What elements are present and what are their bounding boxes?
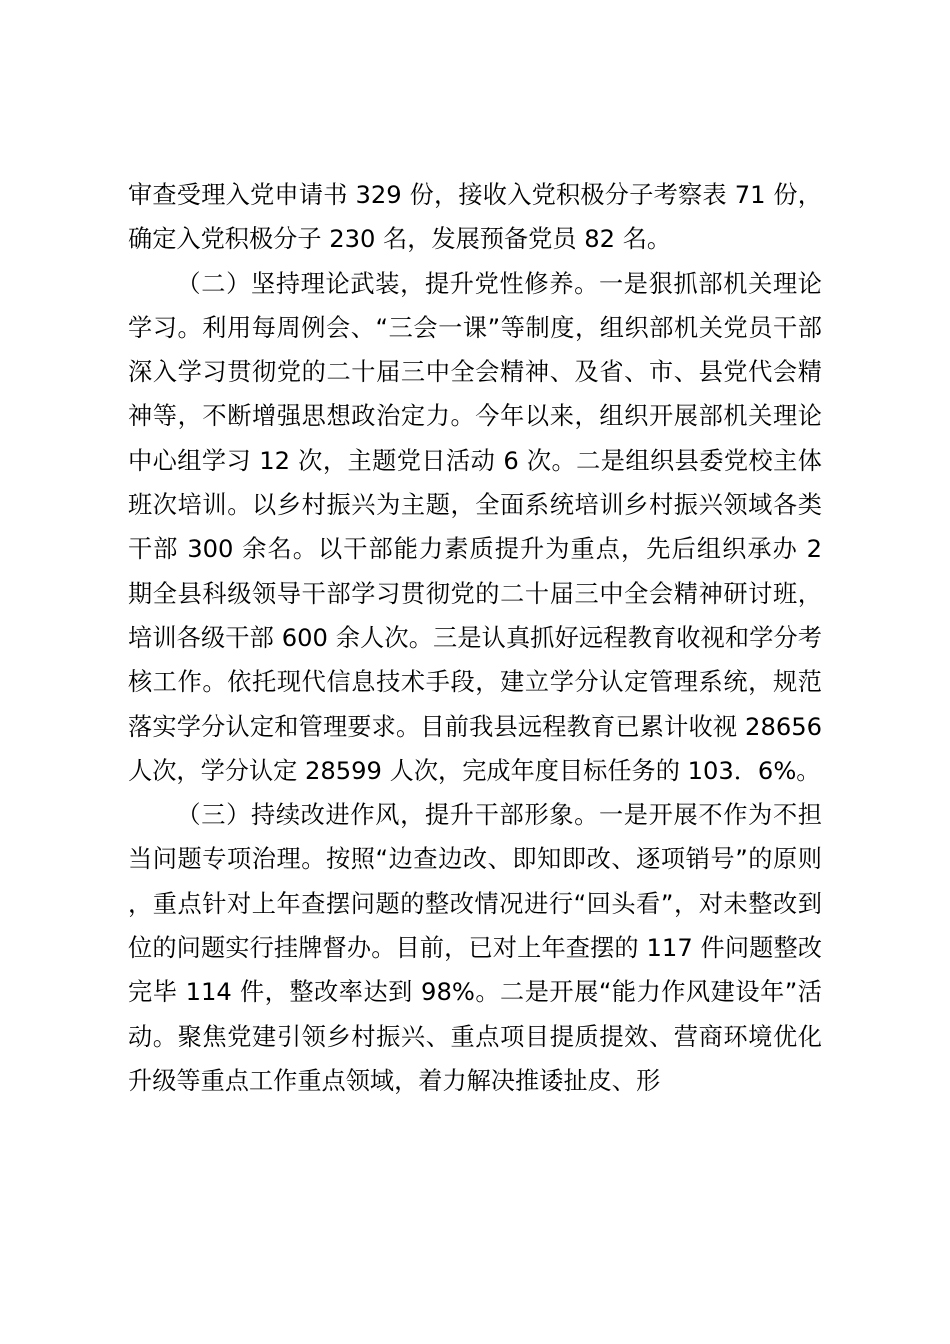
body-paragraph-2: （二）坚持理论武装，提升党性修养。一是狠抓部机关理论学习。利用每周例会、“三会一课”等制度，组织部机关党员干部深入学习贯彻党的二十届三中全会精神、及省、市、县党代会精神等，不断增强思想政治定力。今年以来，组织开展部机关理论中心组学习 12 次，主题党日活动 6 次。二是组织县委党校主体班次培训。以乡村振兴为主题，全面系统培训乡村振兴领域各类干部 300 余名。以干部能力素质提升为重点，先后组织承办 2 期全县科级领导干部学习贯彻党的二十届三中全会精神研讨班，培训各级干部 600 余人次。三是认真抓好远程教育收视和学分考核工作。依托现代信息技术手段，建立学分认定管理系统，规范落实学分认定和管理要求。目前我县远程教育已累计收视 28656 人次，学分认定 28599 人次，完成年度目标任务的 103．6%。 xyxy=(128,269,822,785)
document-page xyxy=(128,173,822,1103)
body-paragraph-3: （三）持续改进作风，提升干部形象。一是开展不作为不担当问题专项治理。按照“边查边改、即知即改、逐项销号”的原则，重点针对上年查摆问题的整改情况进行“回头看”，对未整改到位的问题实行挂牌督办。目前，已对上年查摆的 117 件问题整改完毕 114 件，整改率达到 98%。二是开展“能力作风建设年”活动。聚焦党建引领乡村振兴、重点项目提质提效、营商环境优化升级等重点工作重点领域，着力解决推诿扯皮、形 xyxy=(128,801,822,1095)
body-paragraph-1: 审查受理入党申请书 329 份，接收入党积极分子考察表 71 份，确定入党积极分子 230 名，发展预备党员 82 名。 xyxy=(128,181,822,254)
